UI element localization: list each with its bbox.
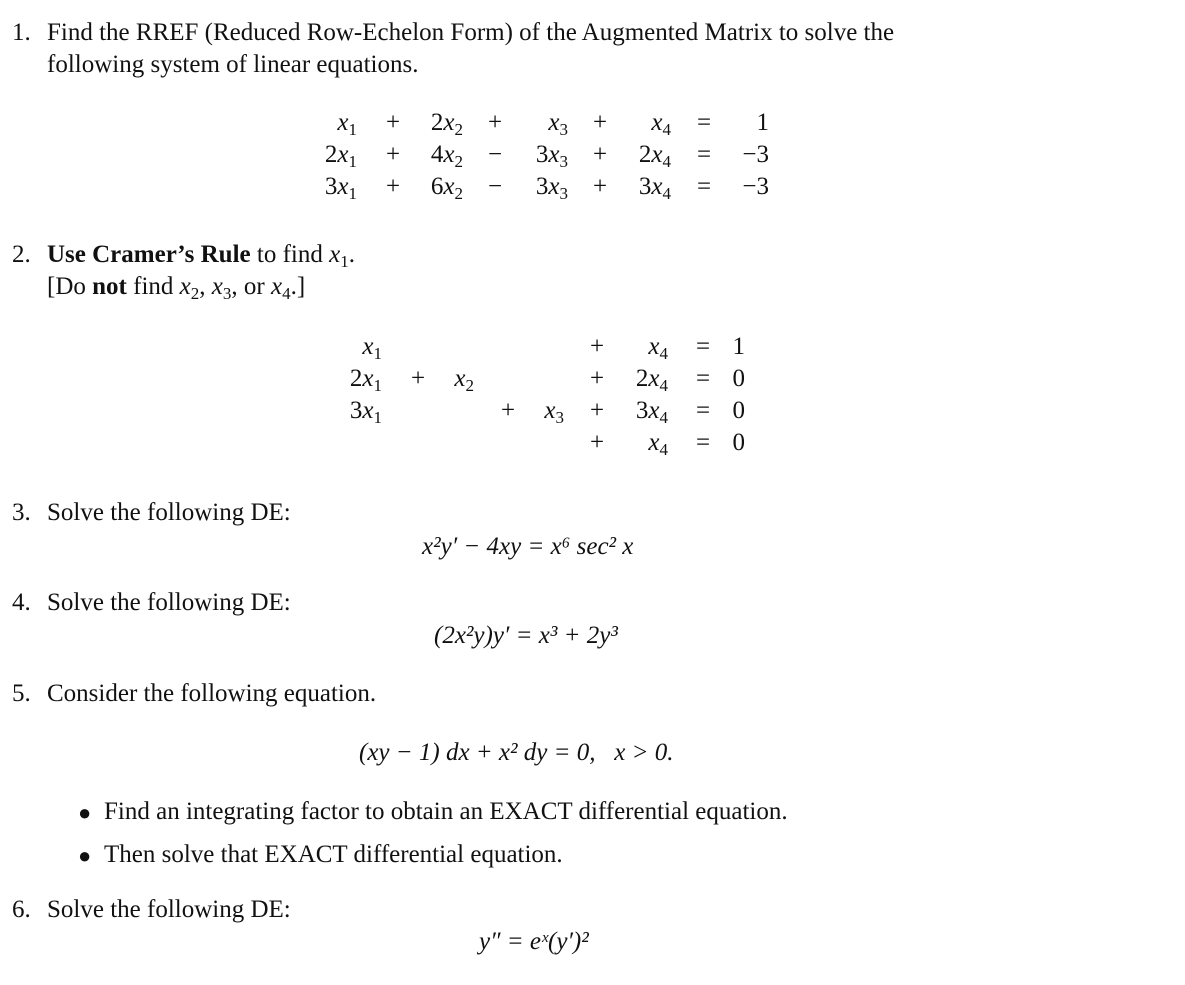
note-find: find xyxy=(133,273,174,300)
problem-4-text: Solve the following DE: xyxy=(47,589,291,616)
sys2-r4-c6: + xyxy=(589,429,605,456)
sys1-r3-c9: −3 xyxy=(742,173,769,200)
sys2-r3-c8: = xyxy=(695,397,711,424)
note-close: .] xyxy=(290,273,306,300)
sys1-r2-c5: $3x_3$ xyxy=(535,141,568,171)
bullet-2-icon: ● xyxy=(78,843,92,868)
sys2-r1-c6: + xyxy=(589,333,605,360)
problem-5-number: 5. xyxy=(12,680,31,707)
sys1-r3-c6: + xyxy=(592,173,608,200)
equation-4: (2x²y)y′ = x³ + 2y³ xyxy=(434,622,618,649)
note-var-x2: x xyxy=(179,273,191,300)
sys1-r1-c5: $x_3$ xyxy=(548,109,568,139)
sys2-r3-c9: 0 xyxy=(732,397,745,424)
problem-3-text: Solve the following DE: xyxy=(47,499,291,526)
sys1-r1-c8: = xyxy=(696,109,712,136)
sys1-r3-c1: $3x_1$ xyxy=(324,173,357,203)
sys2-r2-c8: = xyxy=(695,365,711,392)
sys1-r1-c1: $x_1$ xyxy=(337,109,357,139)
problem-3-number: 3. xyxy=(12,499,31,526)
sys2-r2-c3: $x_2$ xyxy=(454,365,474,395)
sys1-r1-c4: + xyxy=(487,109,503,136)
sys1-r2-c8: = xyxy=(696,141,712,168)
sys2-r2-c9: 0 xyxy=(732,365,745,392)
equation-6: y″ = eˣ(y′)² xyxy=(479,928,589,955)
equation-3: x²y′ − 4xy = x⁶ sec² x xyxy=(422,533,634,560)
sys2-r1-c9: 1 xyxy=(732,333,745,360)
sys2-r2-c1: $2x_1$ xyxy=(349,365,382,395)
sys2-r4-c9: 0 xyxy=(732,429,745,456)
note-sub-4: 4 xyxy=(282,284,291,303)
sys2-r4-c8: = xyxy=(695,429,711,456)
sys1-r3-c7: $3x_4$ xyxy=(638,173,671,203)
sys1-r2-c4: − xyxy=(487,141,503,168)
problem-5-bullet-1: Find an integrating factor to obtain an EXACT differential equation. xyxy=(104,798,788,825)
problem-6-text: Solve the following DE: xyxy=(47,896,291,923)
sys1-r2-c1: $2x_1$ xyxy=(324,141,357,171)
problem-5-bullet-2: Then solve that EXACT differential equation. xyxy=(104,841,563,868)
sys2-r3-c4: + xyxy=(500,397,516,424)
sys2-r1-c7: $x_4$ xyxy=(648,333,668,363)
sys1-r1-c9: 1 xyxy=(756,109,769,136)
sys2-r3-c6: + xyxy=(589,397,605,424)
note-not: not xyxy=(92,273,127,300)
note-open: [Do xyxy=(47,273,86,300)
bullet-1-icon: ● xyxy=(78,800,92,825)
sys2-r3-c7: $3x_4$ xyxy=(635,397,668,427)
note-sub-3: 3 xyxy=(222,284,232,303)
sys1-r2-c9: −3 xyxy=(742,141,769,168)
problem-2-text: Use Cramer’s Rule to find $x_1$. xyxy=(47,241,355,271)
problem-2-to-find: to find xyxy=(256,241,323,268)
sys1-r3-c2: + xyxy=(385,173,401,200)
sys1-r3-c3: $6x_2$ xyxy=(430,173,463,203)
sys1-r3-c5: $3x_3$ xyxy=(535,173,568,203)
problem-6-number: 6. xyxy=(12,896,31,923)
problem-1-text-line1: Find the RREF (Reduced Row-Echelon Form) of the Augmented Matrix to solve the xyxy=(47,19,895,46)
sys1-r1-c7: $x_4$ xyxy=(651,109,671,139)
problem-5-text: Consider the following equation. xyxy=(47,680,377,707)
problem-2-number: 2. xyxy=(12,241,31,268)
sys1-r2-c3: $4x_2$ xyxy=(430,141,463,171)
problem-2-note: [Do not find $x_2$, $x_3$, or $x_4$.] xyxy=(47,273,306,303)
equation-5: (xy − 1) dx + x² dy = 0, x > 0. xyxy=(359,739,674,766)
note-or: or xyxy=(243,273,265,300)
sys1-r1-c6: + xyxy=(592,109,608,136)
sys2-r1-c8: = xyxy=(695,333,711,360)
sys1-r2-c6: + xyxy=(592,141,608,168)
sys2-r2-c2: + xyxy=(410,365,426,392)
sys2-r3-c1: $3x_1$ xyxy=(349,397,382,427)
note-var-x4: x xyxy=(270,273,283,300)
sys1-r3-c8: = xyxy=(696,173,712,200)
cramers-rule-label: Use Cramer’s Rule xyxy=(47,241,251,268)
sys1-r1-c3: $2x_2$ xyxy=(430,109,463,139)
sys2-r3-c5: $x_3$ xyxy=(544,397,564,427)
sys1-r1-c2: + xyxy=(385,109,401,136)
problem-2-var: x xyxy=(329,241,341,268)
sys1-r2-c7: $2x_4$ xyxy=(638,141,671,171)
sys1-r3-c4: − xyxy=(487,173,503,200)
note-var-x3: x xyxy=(211,273,223,300)
sys2-r2-c6: + xyxy=(589,365,605,392)
note-sub-2: 2 xyxy=(190,284,200,303)
problem-2-var-sub: 1 xyxy=(340,252,349,271)
sys2-r4-c7: $x_4$ xyxy=(648,429,668,459)
sys2-r1-c1: $x_1$ xyxy=(362,333,382,363)
sys2-r2-c7: $2x_4$ xyxy=(635,365,668,395)
problem-1-number: 1. xyxy=(12,19,31,46)
problem-1-text-line2: following system of linear equations. xyxy=(47,51,419,78)
sys1-r2-c2: + xyxy=(385,141,401,168)
problem-4-number: 4. xyxy=(12,589,31,616)
